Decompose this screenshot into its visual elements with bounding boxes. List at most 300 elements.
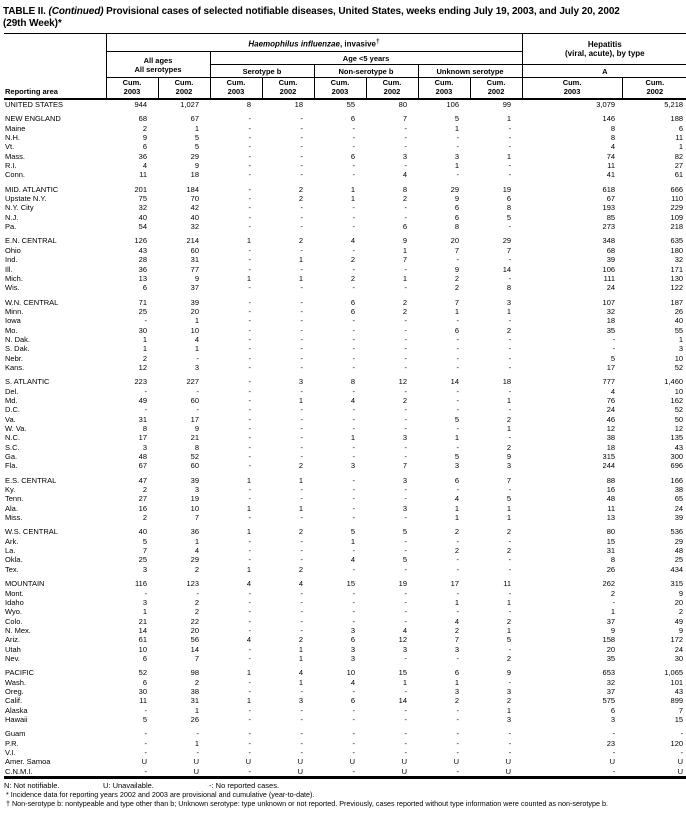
value-cell: -	[300, 748, 303, 757]
value-cell: -	[352, 142, 355, 152]
value-cell: 4	[454, 494, 459, 504]
value-cell: 3	[194, 362, 199, 372]
value-cell: -	[508, 607, 512, 617]
table-row	[4, 344, 686, 353]
value-cell: -	[300, 114, 303, 124]
cum-column-header: Cum. 2002	[366, 78, 418, 100]
value-cell: 536	[670, 527, 684, 537]
reporting-area-cell: Conn.	[5, 170, 26, 180]
value-cell: -	[352, 414, 355, 424]
value-cell: 5	[454, 452, 459, 462]
value-cell: 9	[194, 273, 199, 283]
value-cell: -	[404, 386, 407, 396]
value-cell: -	[300, 306, 303, 316]
table-row	[4, 537, 686, 546]
value-cell: 1	[350, 536, 355, 546]
value-cell: -	[456, 555, 459, 565]
table-row	[4, 452, 686, 461]
value-cell: 1	[194, 344, 199, 354]
value-cell: 5	[194, 133, 199, 143]
hepatitis-a-header: A	[522, 65, 686, 78]
value-cell: -	[300, 344, 303, 354]
value-cell: 1	[194, 738, 199, 748]
value-cell: -	[508, 588, 512, 598]
value-cell: -	[352, 133, 355, 143]
value-cell: 55	[674, 325, 684, 335]
value-cell: 6	[350, 635, 355, 645]
value-cell: 201	[134, 184, 147, 194]
value-cell: 4	[350, 677, 355, 687]
value-cell: -	[404, 494, 407, 504]
value-cell: 80	[606, 527, 616, 537]
value-cell: 6	[454, 212, 459, 222]
table-row	[4, 574, 686, 588]
value-cell: 223	[134, 377, 147, 387]
value-cell: 10	[190, 325, 199, 335]
value-cell: 11	[503, 579, 512, 589]
value-cell: -	[248, 513, 251, 523]
value-cell: 1	[246, 696, 251, 706]
table-row	[4, 513, 686, 522]
value-cell: -	[300, 714, 303, 724]
value-cell: -	[300, 386, 303, 396]
value-cell: 7	[454, 635, 459, 645]
value-cell: -	[612, 729, 616, 739]
value-cell: -	[248, 255, 251, 265]
value-cell: -	[352, 686, 355, 696]
value-cell: 38	[606, 433, 616, 443]
value-cell: 1	[194, 123, 199, 133]
value-cell: -	[456, 362, 459, 372]
value-cell: -	[404, 283, 407, 293]
value-cell: 262	[602, 579, 616, 589]
table-row	[4, 283, 686, 292]
value-cell: 2	[610, 588, 616, 598]
table-row	[4, 715, 686, 724]
value-cell: 5	[194, 142, 199, 152]
table-row	[4, 739, 686, 748]
value-cell: -	[404, 546, 407, 556]
value-cell: -	[300, 151, 303, 161]
value-cell: -	[352, 607, 355, 617]
value-cell: -	[248, 133, 251, 143]
value-cell: 40	[138, 527, 147, 537]
value-cell: -	[196, 729, 199, 739]
table-title-continued: (Continued)	[48, 6, 104, 17]
reporting-area-cell: Nev.	[5, 653, 20, 663]
value-cell: -	[508, 748, 512, 757]
value-cell: -	[456, 564, 459, 574]
value-cell: -	[248, 405, 251, 415]
value-cell: 106	[446, 100, 459, 109]
value-cell: 1	[246, 564, 251, 574]
value-cell: 35	[606, 325, 616, 335]
value-cell: 2	[506, 442, 512, 452]
value-cell: 1	[298, 653, 303, 663]
value-cell: 1	[402, 245, 407, 255]
reporting-area-cell: Mich.	[5, 273, 23, 283]
table-row	[4, 522, 686, 536]
reporting-area-cell: Iowa	[5, 316, 21, 326]
value-cell: 2	[454, 527, 459, 537]
reporting-area-cell: Miss.	[5, 513, 23, 523]
table-header	[4, 34, 686, 100]
value-cell: 60	[190, 395, 199, 405]
unknown-serotype-header: Unknown serotype	[418, 65, 522, 78]
reporting-area-cell: Md.	[5, 395, 18, 405]
value-cell: 6	[506, 194, 512, 204]
reporting-area-cell: Ill.	[5, 264, 13, 274]
table-row	[4, 231, 686, 245]
reporting-area-cell: Del.	[5, 386, 19, 396]
table-row	[4, 326, 686, 335]
value-cell: 1	[298, 395, 303, 405]
value-cell: -	[352, 245, 355, 255]
value-cell: 348	[602, 236, 616, 246]
value-cell: 31	[190, 696, 199, 706]
value-cell: 17	[606, 362, 616, 372]
value-cell: 101	[670, 677, 684, 687]
reporting-area-cell: Tex.	[5, 564, 19, 574]
value-cell: 1	[506, 395, 512, 405]
reporting-area-cell: N.Y. City	[5, 203, 34, 213]
table-row	[4, 387, 686, 396]
value-cell: 3	[298, 377, 303, 387]
value-cell: 24	[606, 283, 616, 293]
value-cell: -	[456, 316, 459, 326]
value-cell: -	[300, 625, 303, 635]
legend-no-reported-cases: -: No reported cases.	[209, 781, 280, 791]
value-cell: 300	[670, 452, 684, 462]
value-cell: 166	[670, 475, 684, 485]
value-cell: -	[248, 461, 251, 471]
value-cell: 2	[402, 306, 407, 316]
value-cell: 29	[190, 555, 199, 565]
reporting-area-cell: Oreg.	[5, 686, 24, 696]
value-cell: 11	[607, 161, 616, 171]
value-cell: -	[612, 344, 616, 354]
value-cell: 1	[298, 644, 303, 654]
value-cell: -	[248, 536, 251, 546]
value-cell: 1,460	[664, 377, 684, 387]
reporting-area-cell: N.H.	[5, 133, 20, 143]
value-cell: 1	[454, 306, 459, 316]
value-cell: -	[300, 203, 303, 213]
reporting-area-cell: Ohio	[5, 245, 21, 255]
value-cell: -	[352, 564, 355, 574]
reporting-area-cell: R.I.	[5, 161, 17, 171]
table-row	[4, 142, 686, 151]
reporting-area-cell: Va.	[5, 414, 16, 424]
table-row	[4, 654, 686, 663]
age-under5-header: Age <5 years	[210, 52, 522, 65]
value-cell: -	[300, 424, 303, 433]
value-cell: -	[300, 334, 303, 344]
value-cell: U	[609, 757, 616, 767]
value-cell: 5	[402, 555, 407, 565]
value-cell: 52	[138, 668, 147, 678]
value-cell: 11	[675, 133, 684, 143]
value-cell: 38	[190, 686, 199, 696]
value-cell: 2	[506, 616, 512, 626]
value-cell: 18	[606, 442, 616, 452]
value-cell: -	[352, 344, 355, 354]
value-cell: 5	[506, 494, 512, 504]
reporting-area-header: Reporting area	[4, 34, 106, 100]
value-cell: 1,065	[664, 668, 684, 678]
value-cell: -	[508, 222, 512, 232]
value-cell: -	[248, 433, 251, 443]
value-cell: -	[456, 133, 459, 143]
value-cell: 1	[454, 597, 459, 607]
value-cell: 15	[398, 668, 407, 678]
value-cell: 8	[454, 222, 459, 232]
reporting-area-cell: Pa.	[5, 222, 17, 232]
value-cell: 4	[610, 142, 616, 152]
value-cell: -	[404, 452, 407, 462]
table-row	[4, 213, 686, 222]
value-cell: 3	[506, 461, 512, 471]
value-cell: 5	[506, 212, 512, 222]
reporting-area-cell: Maine	[5, 123, 26, 133]
value-cell: 777	[602, 377, 616, 387]
value-cell: -	[248, 325, 251, 335]
value-cell: 6	[454, 325, 459, 335]
value-cell: 7	[506, 475, 512, 485]
reporting-area-cell: Ark.	[5, 536, 19, 546]
value-cell: 9	[506, 668, 512, 678]
value-cell: -	[404, 362, 407, 372]
value-cell: 48	[674, 546, 684, 556]
value-cell: 21	[190, 433, 199, 443]
value-cell: -	[508, 334, 512, 344]
value-cell: 11	[607, 503, 616, 513]
value-cell: 3	[678, 344, 684, 354]
value-cell: 61	[138, 635, 147, 645]
value-cell: 29	[450, 184, 459, 194]
reporting-area-cell: Calif.	[5, 696, 23, 706]
value-cell: 4	[610, 386, 616, 396]
value-cell: 1	[454, 503, 459, 513]
value-cell: 77	[190, 264, 199, 274]
value-cell: 2	[402, 194, 407, 204]
table-row	[4, 293, 686, 307]
value-cell: 25	[138, 306, 147, 316]
reporting-area-cell: Ga.	[5, 452, 18, 462]
value-cell: 9	[194, 424, 199, 433]
value-cell: -	[508, 433, 512, 443]
value-cell: -	[248, 395, 251, 405]
value-cell: 43	[674, 686, 684, 696]
non-serotype-b-header: Non-serotype b	[314, 65, 418, 78]
value-cell: -	[352, 738, 355, 748]
value-cell: -	[508, 344, 512, 354]
value-cell: -	[456, 738, 459, 748]
value-cell: -	[352, 362, 355, 372]
value-cell: -	[248, 203, 251, 213]
cum-column-header: Cum. 2002	[622, 78, 686, 100]
value-cell: 17	[190, 414, 199, 424]
value-cell: 29	[674, 536, 684, 546]
value-cell: -	[352, 203, 355, 213]
value-cell: U	[677, 766, 684, 776]
value-cell: 29	[190, 151, 199, 161]
table-title-week: (29th Week)*	[3, 17, 62, 29]
value-cell: 3	[506, 297, 512, 307]
value-cell: -	[300, 405, 303, 415]
value-cell: 26	[674, 306, 684, 316]
value-cell: 193	[602, 203, 616, 213]
value-cell: -	[248, 264, 251, 274]
value-cell: U	[245, 757, 251, 767]
value-cell: 10	[190, 503, 199, 513]
value-cell: -	[456, 766, 459, 776]
reporting-area-cell: Ind.	[5, 255, 18, 265]
value-cell: 8	[506, 283, 512, 293]
value-cell: 2	[678, 607, 684, 617]
value-cell: 4	[350, 555, 355, 565]
table-row	[4, 161, 686, 170]
value-cell: 2	[402, 297, 407, 307]
value-cell: 26	[190, 714, 199, 724]
value-cell: -	[144, 738, 147, 748]
value-cell: -	[508, 123, 512, 133]
reporting-area-cell: Wis.	[5, 283, 20, 293]
value-cell: -	[508, 677, 512, 687]
value-cell: -	[300, 142, 303, 152]
value-cell: 11	[139, 696, 147, 706]
value-cell: 1	[142, 607, 147, 617]
value-cell: -	[352, 424, 355, 433]
value-cell: 180	[670, 245, 684, 255]
value-cell: 8	[506, 203, 512, 213]
all-ages-header	[106, 52, 210, 78]
table-title-label: TABLE II.	[3, 6, 49, 17]
value-cell: -	[248, 546, 251, 556]
value-cell: 2	[298, 236, 303, 246]
value-cell: 18	[294, 100, 303, 109]
value-cell: 31	[138, 414, 147, 424]
value-cell: -	[300, 414, 303, 424]
value-cell: -	[248, 677, 251, 687]
value-cell: -	[404, 597, 407, 607]
value-cell: -	[144, 386, 147, 396]
table-title	[3, 6, 685, 29]
value-cell: 3	[402, 475, 407, 485]
value-cell: 2	[298, 635, 303, 645]
reporting-area-cell: Utah	[5, 644, 21, 654]
value-cell: -	[404, 607, 407, 617]
value-cell: -	[456, 536, 459, 546]
value-cell: -	[456, 170, 459, 180]
value-cell: 3	[350, 653, 355, 663]
serotype-b-header: Serotype b	[210, 65, 314, 78]
value-cell: -	[248, 766, 251, 776]
value-cell: 2	[298, 194, 303, 204]
value-cell: -	[248, 607, 251, 617]
table-row	[4, 194, 686, 203]
value-cell: -	[352, 452, 355, 462]
value-cell: 4	[454, 616, 459, 626]
value-cell: 29	[502, 236, 512, 246]
value-cell: 7	[678, 705, 684, 715]
value-cell: 244	[602, 461, 616, 471]
value-cell: 5	[350, 527, 355, 537]
reporting-area-cell: Vt.	[5, 142, 15, 152]
table-row	[4, 415, 686, 424]
value-cell: -	[352, 325, 355, 335]
footnote-serotype: † Non-serotype b: nontypeable and type other than b; Unknown serotype: type unknown or not reported. Previously, cases reported without type information were counted as non-serotype b.	[6, 798, 608, 808]
value-cell: 6	[350, 696, 355, 706]
value-cell: -	[248, 377, 251, 387]
reporting-area-cell: P.R.	[5, 738, 19, 748]
value-cell: -	[680, 748, 684, 757]
value-cell: -	[248, 424, 251, 433]
table-row	[4, 504, 686, 513]
value-cell: -	[248, 588, 251, 598]
value-cell: -	[248, 686, 251, 696]
value-cell: 8	[402, 184, 407, 194]
table-row	[4, 203, 686, 212]
table-row	[4, 589, 686, 598]
value-cell: 39	[190, 297, 199, 307]
value-cell: -	[456, 424, 459, 433]
value-cell: 5	[402, 527, 407, 537]
value-cell: -	[612, 334, 616, 344]
value-cell: -	[248, 194, 251, 204]
value-cell: -	[248, 306, 251, 316]
value-cell: U	[193, 766, 199, 776]
reporting-area-cell: Ky.	[5, 485, 16, 495]
value-cell: -	[404, 729, 407, 739]
table-row	[4, 546, 686, 555]
hepatitis-header-line1: Hepatitis	[587, 39, 622, 49]
value-cell: -	[300, 245, 303, 255]
value-cell: 6	[678, 123, 684, 133]
value-cell: U	[453, 757, 459, 767]
reporting-area-cell: Idaho	[5, 597, 24, 607]
value-cell: 7	[142, 546, 147, 556]
value-cell: -	[300, 222, 303, 232]
value-cell: 30	[674, 653, 684, 663]
value-cell: 36	[138, 264, 147, 274]
value-cell: 2	[506, 414, 512, 424]
reporting-area-cell: Kans.	[5, 362, 25, 372]
disease-name-rest: , invasive	[339, 39, 376, 49]
value-cell: -	[404, 748, 407, 757]
value-cell: U	[401, 766, 407, 776]
value-cell: -	[352, 503, 355, 513]
value-cell: -	[456, 729, 459, 739]
value-cell: -	[456, 653, 459, 663]
table-row	[4, 274, 686, 283]
value-cell: 3	[610, 714, 616, 724]
value-cell: U	[297, 766, 303, 776]
value-cell: 19	[398, 579, 407, 589]
value-cell: -	[456, 588, 459, 598]
value-cell: 4	[350, 395, 355, 405]
table-title-rest: Provisional cases of selected notifiable diseases, United States, weeks ending July 19, 2003, and July 20, 2002	[103, 6, 620, 17]
reporting-area-cell: Minn.	[5, 306, 24, 316]
value-cell: 218	[670, 222, 684, 232]
value-cell: -	[248, 212, 251, 222]
table-row	[4, 265, 686, 274]
value-cell: 1	[678, 334, 684, 344]
haemophilus-header	[106, 34, 522, 52]
value-cell: -	[680, 729, 684, 739]
value-cell: 1	[298, 475, 303, 485]
value-cell: 27	[138, 494, 147, 504]
